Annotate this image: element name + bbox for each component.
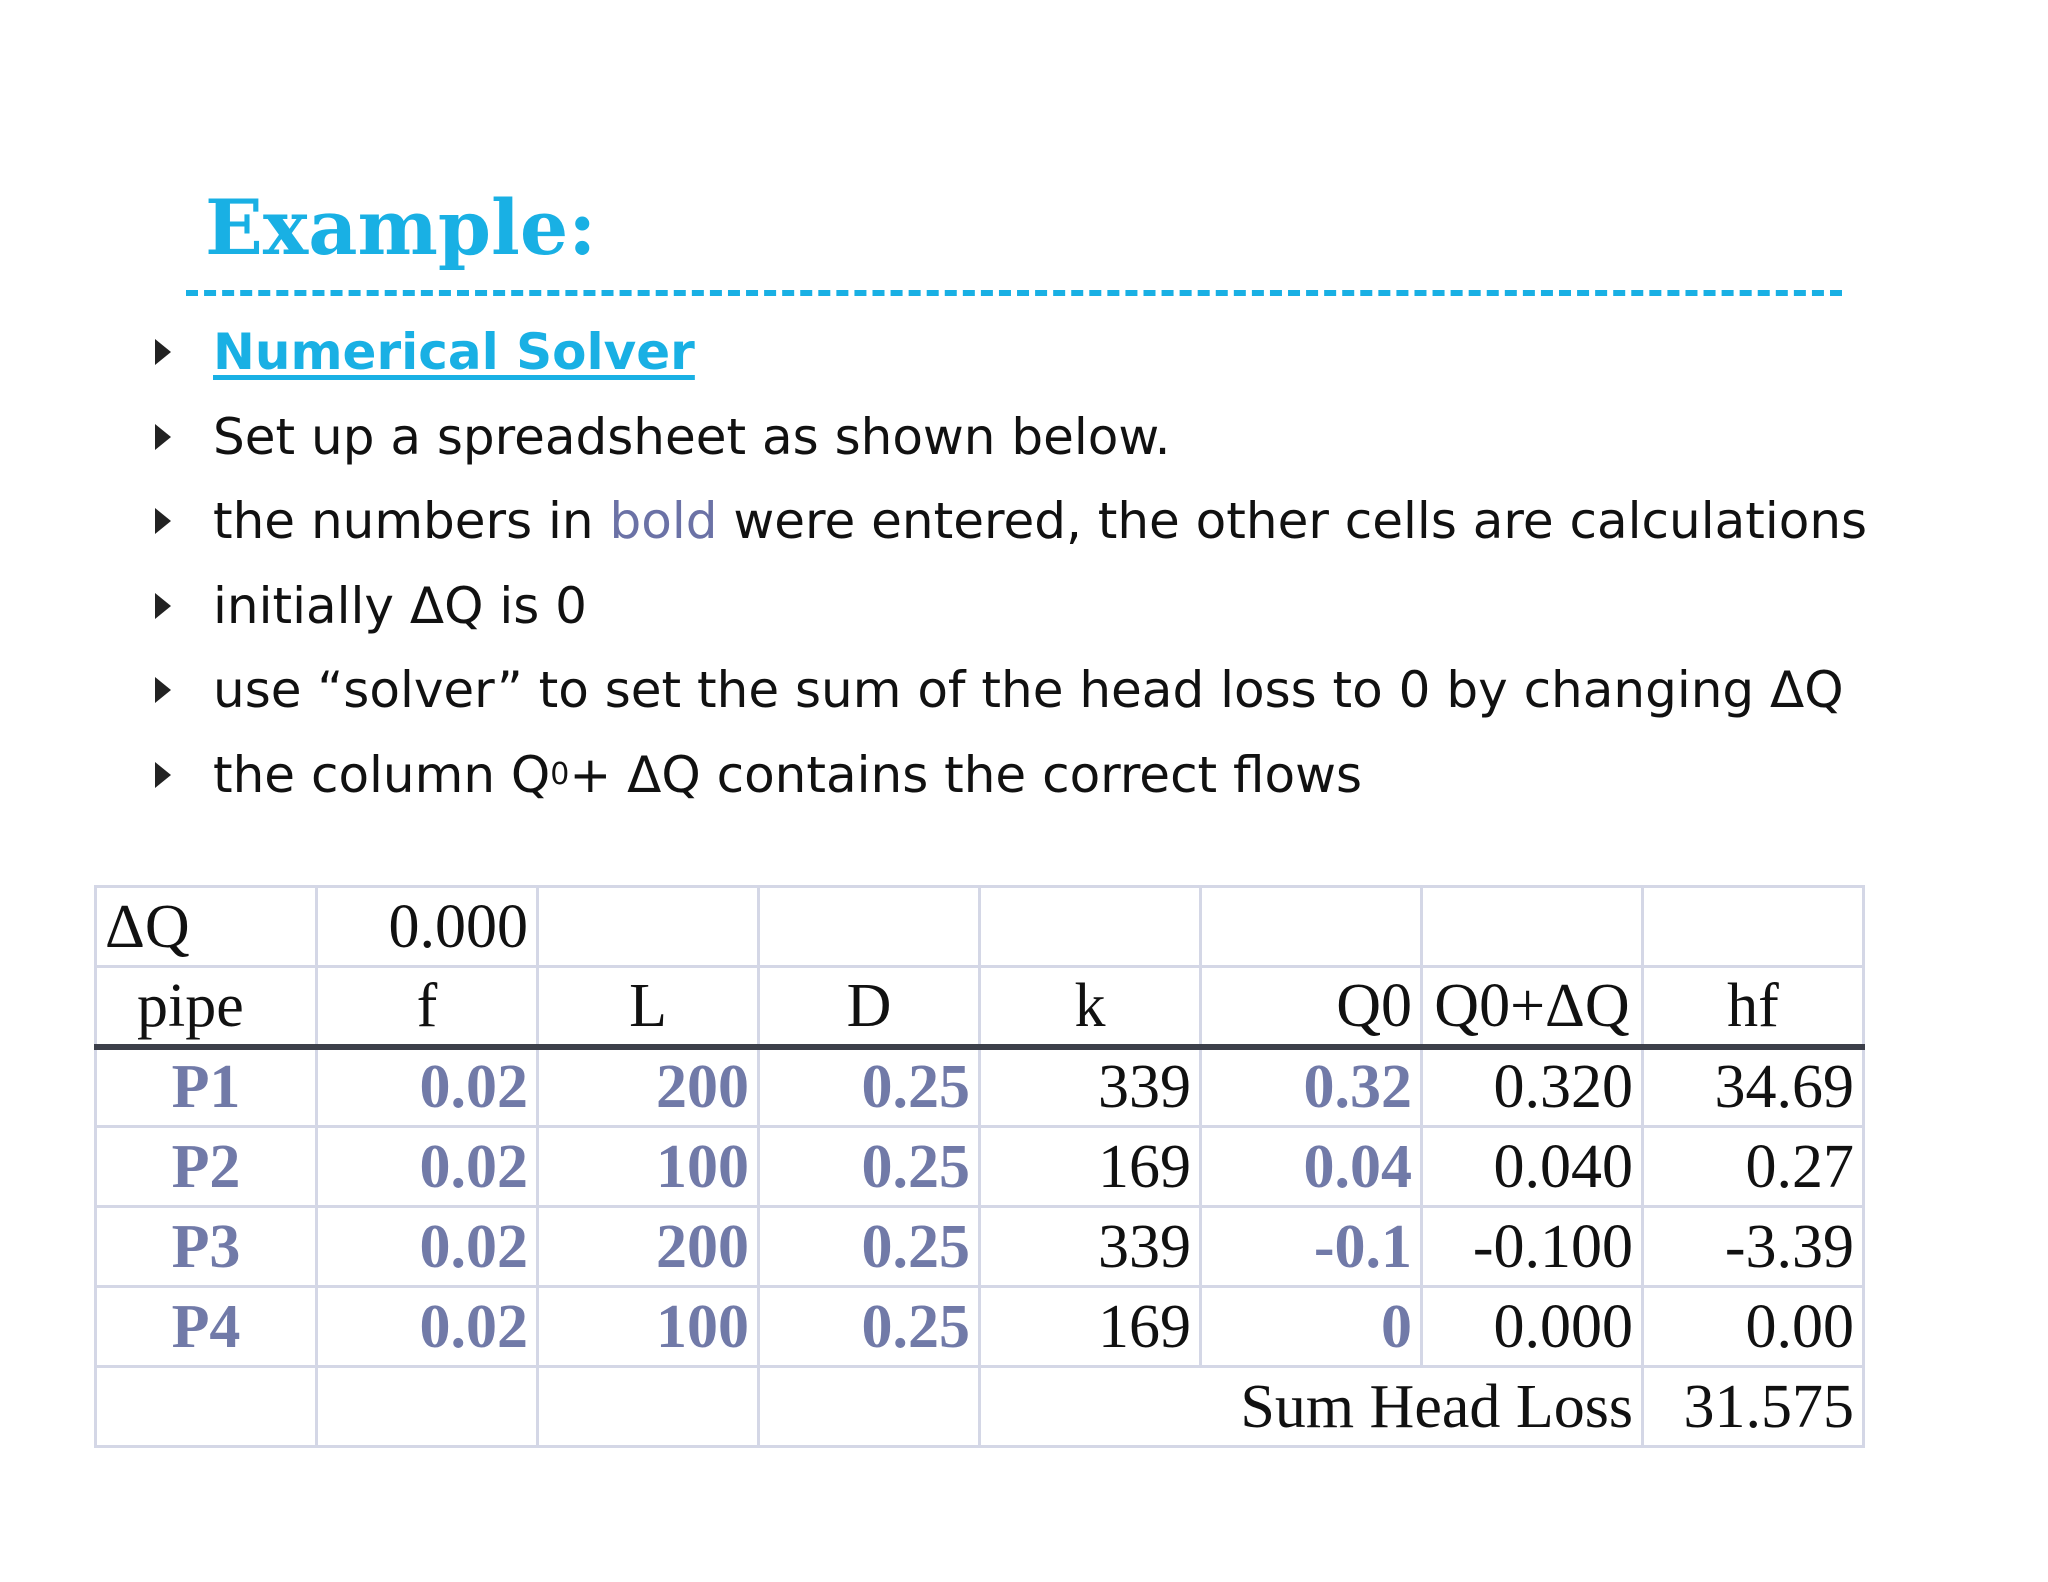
table-row	[96, 1207, 1864, 1287]
bullet-text: initially ΔQ is 0	[213, 576, 587, 635]
bullet-item	[155, 648, 1867, 733]
l-cell[interactable]: 100	[538, 1287, 759, 1367]
f-cell[interactable]: 0.02	[317, 1207, 538, 1287]
empty-cell	[1643, 887, 1864, 967]
empty-cell	[1201, 887, 1422, 967]
empty-cell	[980, 887, 1201, 967]
pipe-cell: P4	[96, 1287, 317, 1367]
f-cell[interactable]: 0.02	[317, 1047, 538, 1127]
delta-q-label: ΔQ	[96, 887, 317, 967]
bullet-text: the numbers in	[213, 492, 594, 551]
empty-cell	[96, 1367, 317, 1447]
d-cell[interactable]: 0.25	[759, 1207, 980, 1287]
sum-head-loss-value: 31.575	[1643, 1367, 1864, 1447]
bullet-text: were entered, the other cells are calculations	[733, 492, 1868, 551]
header-cell: k	[980, 967, 1201, 1047]
bullet-item	[155, 733, 1867, 818]
bullet-arrow-icon	[155, 424, 171, 450]
subscript: 0	[550, 757, 570, 793]
bullet-arrow-icon	[155, 508, 171, 534]
q-corrected-cell: 0.320	[1422, 1047, 1643, 1127]
f-cell[interactable]: 0.02	[317, 1127, 538, 1207]
bullet-arrow-icon	[155, 762, 171, 788]
header-cell: pipe	[96, 967, 317, 1047]
k-cell: 169	[980, 1127, 1201, 1207]
l-cell[interactable]: 200	[538, 1207, 759, 1287]
q-corrected-cell: 0.000	[1422, 1287, 1643, 1367]
empty-cell	[538, 887, 759, 967]
empty-cell	[759, 1367, 980, 1447]
empty-cell	[317, 1367, 538, 1447]
slide-title: Example:	[205, 183, 597, 272]
q0-cell[interactable]: 0.32	[1201, 1047, 1422, 1127]
delta-q-row	[96, 887, 1864, 967]
pipe-cell: P2	[96, 1127, 317, 1207]
d-cell[interactable]: 0.25	[759, 1127, 980, 1207]
header-cell: Q0+ΔQ	[1422, 967, 1643, 1047]
sum-head-loss-label: Sum Head Loss	[980, 1367, 1643, 1447]
table-row	[96, 1047, 1864, 1127]
q0-cell[interactable]: -0.1	[1201, 1207, 1422, 1287]
d-cell[interactable]: 0.25	[759, 1287, 980, 1367]
bullet-item	[155, 310, 1867, 395]
f-cell[interactable]: 0.02	[317, 1287, 538, 1367]
delta-q-cell[interactable]: 0.000	[317, 887, 538, 967]
q-corrected-cell: -0.100	[1422, 1207, 1643, 1287]
header-row	[96, 967, 1864, 1047]
bullet-item	[155, 564, 1867, 649]
header-cell: D	[759, 967, 980, 1047]
bullet-item	[155, 395, 1867, 480]
hf-cell: -3.39	[1643, 1207, 1864, 1287]
bullet-text: + ΔQ contains the correct flows	[569, 745, 1363, 804]
hf-cell: 0.00	[1643, 1287, 1864, 1367]
table-row	[96, 1127, 1864, 1207]
header-cell: hf	[1643, 967, 1864, 1047]
q-corrected-cell: 0.040	[1422, 1127, 1643, 1207]
bullet-item	[155, 479, 1867, 564]
bullet-arrow-icon	[155, 677, 171, 703]
hf-cell: 0.27	[1643, 1127, 1864, 1207]
numerical-solver-link[interactable]: Numerical Solver	[213, 323, 695, 382]
pipe-cell: P3	[96, 1207, 317, 1287]
sum-row	[96, 1367, 1864, 1447]
k-cell: 339	[980, 1207, 1201, 1287]
k-cell: 339	[980, 1047, 1201, 1127]
empty-cell	[759, 887, 980, 967]
bullet-text: use “solver” to set the sum of the head loss to 0 by changing ΔQ	[213, 661, 1844, 720]
q0-cell[interactable]: 0	[1201, 1287, 1422, 1367]
bullet-arrow-icon	[155, 593, 171, 619]
spreadsheet-table	[94, 885, 1865, 1448]
header-cell: f	[317, 967, 538, 1047]
bullet-text: Set up a spreadsheet as shown below.	[213, 407, 1171, 466]
hf-cell: 34.69	[1643, 1047, 1864, 1127]
k-cell: 169	[980, 1287, 1201, 1367]
title-divider	[186, 290, 1842, 296]
pipe-cell: P1	[96, 1047, 317, 1127]
bold-keyword: bold	[609, 492, 718, 551]
empty-cell	[1422, 887, 1643, 967]
header-cell: Q0	[1201, 967, 1422, 1047]
bullet-arrow-icon	[155, 339, 171, 365]
empty-cell	[538, 1367, 759, 1447]
table-row	[96, 1287, 1864, 1367]
header-cell: L	[538, 967, 759, 1047]
l-cell[interactable]: 100	[538, 1127, 759, 1207]
q0-cell[interactable]: 0.04	[1201, 1127, 1422, 1207]
l-cell[interactable]: 200	[538, 1047, 759, 1127]
d-cell[interactable]: 0.25	[759, 1047, 980, 1127]
bullet-list	[155, 310, 1867, 817]
bullet-text: the column Q	[213, 745, 551, 804]
